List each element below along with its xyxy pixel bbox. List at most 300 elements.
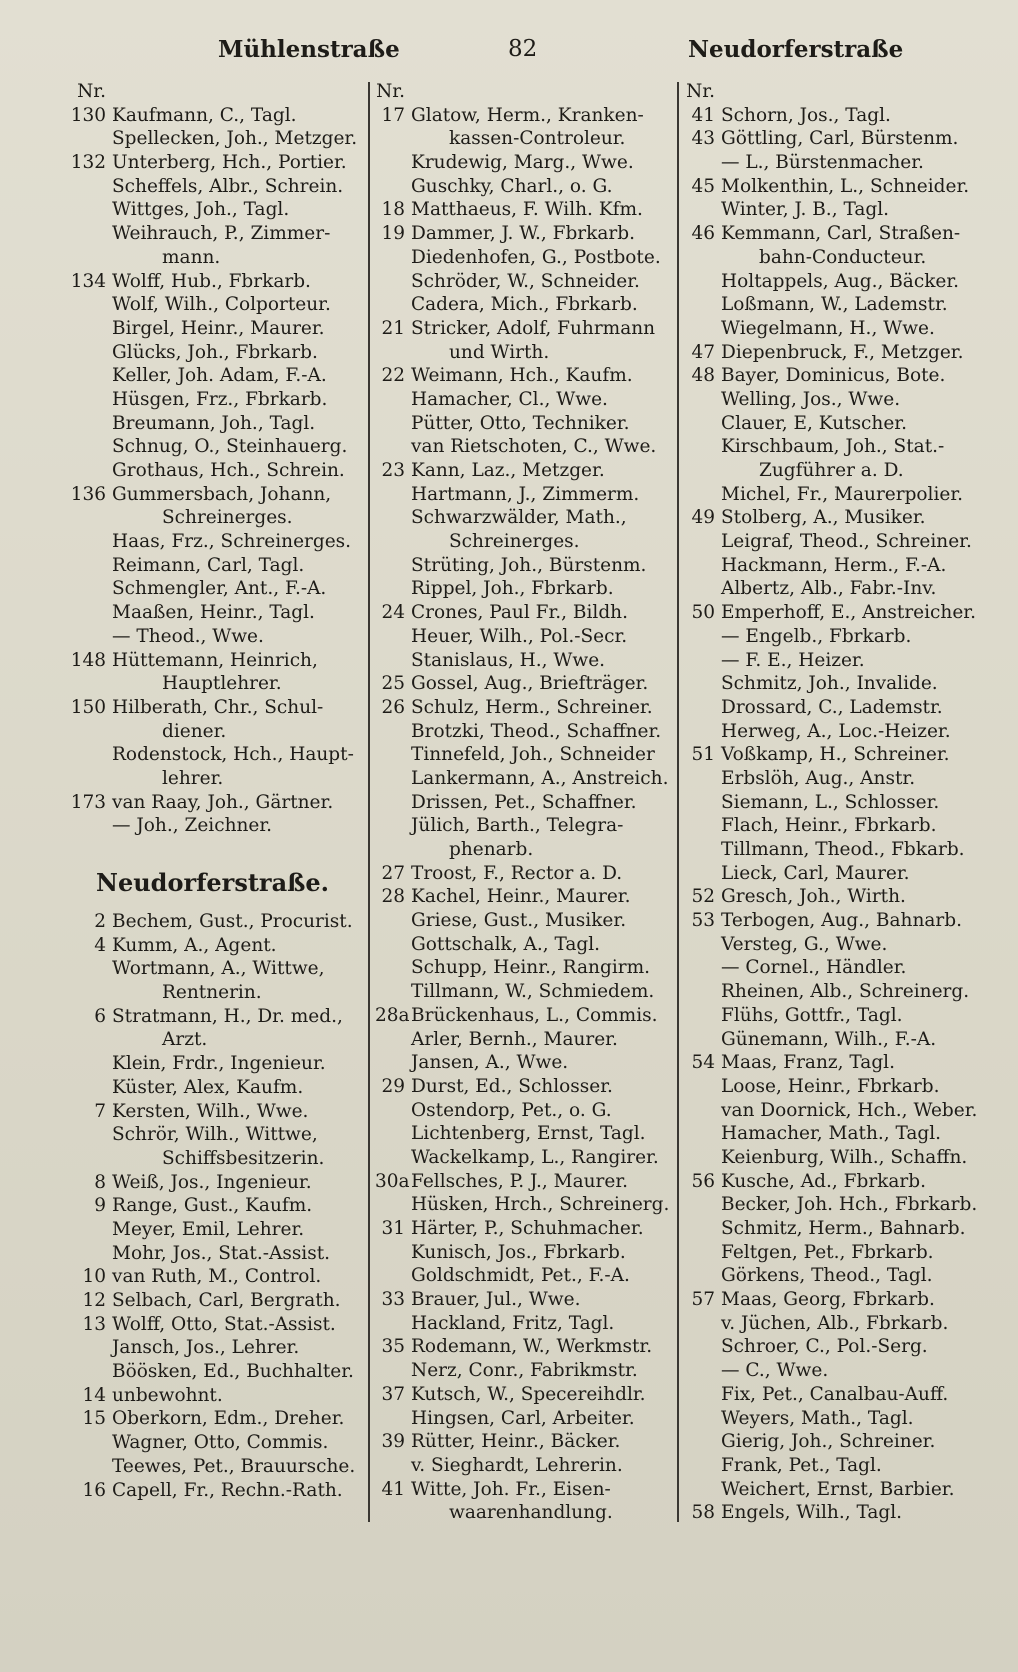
directory-entry (60, 577, 365, 601)
resident-text: und Wirth. (449, 341, 550, 363)
house-number: 41 (691, 104, 715, 126)
directory-entry (375, 814, 672, 838)
directory-entry (60, 957, 365, 981)
directory-entry (375, 1217, 672, 1241)
resident-text: Hamacher, Cl., Wwe. (411, 388, 608, 410)
resident-text: Hüsgen, Frz., Fbrkarb. (112, 388, 328, 410)
resident-text: van Rietschoten, C., Wwe. (411, 436, 657, 458)
house-number: 30a (375, 1170, 410, 1192)
house-number: 132 (70, 152, 106, 174)
house-number: 7 (94, 1100, 106, 1122)
resident-text: Selbach, Carl, Bergrath. (112, 1290, 341, 1311)
directory-entry (685, 1075, 985, 1099)
directory-entry (60, 1455, 365, 1479)
directory-entry (375, 1146, 672, 1170)
house-number: 150 (70, 696, 106, 718)
directory-entry (685, 1430, 985, 1454)
house-number: 18 (381, 199, 405, 221)
resident-text: Mohr, Jos., Stat.-Assist. (112, 1242, 331, 1264)
house-number: 46 (691, 223, 715, 245)
directory-entry (60, 246, 365, 270)
directory-entry (60, 554, 365, 578)
house-number: 19 (381, 223, 405, 245)
resident-text: Guschky, Charl., o. G. (411, 175, 613, 197)
resident-text: Emperhoff, E., Anstreicher. (721, 602, 976, 624)
directory-entry (685, 1217, 985, 1241)
directory-entry (685, 720, 985, 744)
resident-text: Wiegelmann, H., Wwe. (721, 317, 935, 339)
resident-text: Albertz, Alb., Fabr.-Inv. (721, 578, 937, 600)
house-number: 45 (691, 175, 715, 197)
page-header (0, 36, 1018, 76)
resident-text: Reimann, Carl, Tagl. (112, 554, 305, 576)
house-number: Nr. (376, 81, 405, 102)
directory-entry (685, 838, 985, 862)
resident-text: Matthaeus, F. Wilh. Kfm. (411, 199, 643, 221)
resident-text: Fellsches, P. J., Maurer. (411, 1170, 629, 1192)
directory-entry (685, 1359, 985, 1383)
directory-entry (60, 1123, 365, 1147)
directory-entry (685, 483, 985, 507)
directory-entry (375, 791, 672, 815)
resident-text: Kunisch, Jos., Fbrkarb. (411, 1241, 626, 1263)
directory-entry (685, 1454, 985, 1478)
directory-entry (685, 175, 985, 199)
resident-text: Troost, F., Rector a. D. (411, 862, 623, 884)
resident-text: Teewes, Pet., Brauursche. (112, 1455, 356, 1477)
directory-entry (375, 1430, 672, 1454)
house-number: 134 (70, 270, 106, 292)
resident-text: phenarb. (449, 839, 534, 860)
resident-text: Schreinerges. (449, 531, 580, 553)
resident-text: Gummersbach, Johann, (112, 483, 332, 505)
directory-entry (60, 459, 365, 483)
resident-text: Erbslöh, Aug., Anstr. (721, 767, 916, 789)
directory-entry (60, 1384, 365, 1408)
resident-text: bahn-Conducteur. (759, 246, 927, 268)
resident-text: Goldschmidt, Pet., F.-A. (411, 1265, 630, 1287)
resident-text: Schröder, W., Schneider. (411, 270, 640, 292)
house-number: 25 (381, 673, 405, 695)
entry-list (375, 80, 672, 1525)
directory-entry (375, 412, 672, 436)
directory-entry (375, 530, 672, 554)
resident-text: Hamacher, Math., Tagl. (721, 1123, 942, 1145)
house-number: 54 (691, 1052, 715, 1074)
house-number: 2 (94, 911, 106, 932)
resident-text: Stricker, Adolf, Fuhrmann (411, 317, 656, 339)
house-number: 35 (381, 1336, 405, 1358)
house-number: 136 (70, 483, 106, 505)
directory-entry (60, 1005, 365, 1029)
directory-entry (60, 104, 365, 128)
directory-entry (685, 743, 985, 767)
directory-entry (375, 80, 672, 104)
house-number: 6 (94, 1005, 106, 1027)
resident-text: Stratmann, H., Dr. med., (112, 1005, 343, 1027)
column-1 (60, 80, 365, 1502)
resident-text: Göttling, Carl, Bürstenm. (721, 128, 959, 150)
resident-text: Hackland, Fritz, Tagl. (411, 1312, 615, 1334)
directory-entry (375, 104, 672, 128)
directory-entry (375, 577, 672, 601)
house-number: Nr. (77, 81, 106, 102)
house-number: 53 (691, 910, 715, 932)
resident-text: Lichtenberg, Ernst, Tagl. (411, 1123, 646, 1145)
directory-entry (60, 1028, 365, 1052)
directory-entry (375, 1501, 672, 1525)
directory-entry (60, 743, 365, 767)
directory-entry (375, 1359, 672, 1383)
directory-entry (375, 696, 672, 720)
directory-entry (375, 554, 672, 578)
directory-entry (60, 910, 365, 934)
directory-entry (60, 649, 365, 673)
resident-text: Fix, Pet., Canalbau-Auff. (721, 1383, 949, 1405)
resident-text: Winter, J. B., Tagl. (721, 199, 890, 221)
resident-text: Wolf, Wilh., Colporteur. (112, 294, 331, 316)
directory-entry (375, 767, 672, 791)
resident-text: Schmitz, Joh., Invalide. (721, 673, 938, 695)
resident-text: Zugführer a. D. (759, 460, 904, 481)
house-number: 39 (381, 1431, 405, 1453)
page-number: 82 (508, 36, 538, 62)
directory-entry (685, 1051, 985, 1075)
resident-text: Strüting, Joh., Bürstenm. (411, 554, 647, 576)
directory-entry (685, 459, 985, 483)
resident-text: Hüsken, Hrch., Schreinerg. (411, 1194, 670, 1216)
resident-text: Nerz, Conr., Fabrikmstr. (411, 1360, 638, 1382)
resident-text: Herweg, A., Loc.-Heizer. (721, 720, 951, 742)
house-number: 47 (691, 341, 715, 363)
directory-entry (685, 412, 985, 436)
directory-entry (375, 317, 672, 341)
resident-text: Günemann, Wilh., F.-A. (721, 1028, 937, 1050)
directory-entry (685, 980, 985, 1004)
resident-text: Jansen, A., Wwe. (411, 1052, 569, 1074)
resident-text: Grothaus, Hch., Schrein. (112, 460, 345, 481)
house-number: 51 (691, 744, 715, 766)
resident-text: Oberkorn, Edm., Dreher. (112, 1408, 345, 1430)
resident-text: waarenhandlung. (449, 1502, 613, 1524)
directory-entry (685, 1122, 985, 1146)
resident-text: Gierig, Joh., Schreiner. (721, 1431, 936, 1453)
directory-entry (685, 696, 985, 720)
resident-text: Kirschbaum, Joh., Stat.- (721, 436, 945, 458)
resident-text: Lankermann, A., Anstreich. (411, 767, 669, 789)
directory-entry (60, 270, 365, 294)
resident-text: Rodenstock, Hch., Haupt- (112, 744, 354, 766)
resident-text: Tillmann, W., Schmiedem. (411, 981, 655, 1003)
resident-text: Schrör, Wilh., Wittwe, (112, 1124, 318, 1146)
directory-entry (375, 1407, 672, 1431)
resident-text: Kachel, Heinr., Maurer. (411, 886, 631, 908)
resident-text: Kaufmann, C., Tagl. (112, 104, 297, 126)
resident-text: Flach, Heinr., Fbrkarb. (721, 815, 937, 837)
resident-text: Arzt. (162, 1029, 208, 1051)
resident-text: Kann, Laz., Metzger. (411, 460, 605, 481)
resident-text: Gresch, Joh., Wirth. (721, 886, 906, 908)
resident-text: — F. E., Heizer. (721, 649, 865, 671)
resident-text: Weimann, Hch., Kaufm. (411, 365, 633, 387)
directory-entry (60, 435, 365, 459)
house-number: 58 (691, 1502, 715, 1524)
directory-entry (375, 1454, 672, 1478)
resident-text: diener. (162, 720, 227, 742)
resident-text: Schorn, Jos., Tagl. (721, 104, 891, 126)
directory-entry (375, 1335, 672, 1359)
resident-text: Tinnefeld, Joh., Schneider (411, 744, 655, 766)
resident-text: Welling, Jos., Wwe. (721, 388, 901, 410)
directory-entry (685, 767, 985, 791)
directory-entry (375, 933, 672, 957)
resident-text: — C., Wwe. (721, 1360, 829, 1382)
directory-entry (375, 1004, 672, 1028)
resident-text: — Engelb., Fbrkarb. (721, 625, 912, 647)
directory-entry (60, 1336, 365, 1360)
resident-text: Wolff, Otto, Stat.-Assist. (112, 1313, 336, 1335)
resident-text: Unterberg, Hch., Portier. (112, 152, 347, 174)
directory-entry (60, 1218, 365, 1242)
section-title: Neudorferstraße. (96, 868, 329, 897)
resident-text: Michel, Fr., Maurerpolier. (721, 483, 964, 505)
resident-text: — Joh., Zeichner. (112, 815, 273, 837)
directory-entry (60, 696, 365, 720)
resident-text: Frank, Pet., Tagl. (721, 1454, 882, 1476)
resident-text: Engels, Wilh., Tagl. (721, 1502, 903, 1524)
resident-text: Hartmann, J., Zimmerm. (411, 483, 640, 505)
directory-entry (685, 1028, 985, 1052)
resident-text: Maas, Georg, Fbrkarb. (721, 1289, 935, 1311)
house-number: 29 (381, 1075, 405, 1097)
resident-text: Drossard, C., Lademstr. (721, 696, 943, 718)
resident-text: Weihrauch, P., Zimmer- (112, 223, 331, 245)
directory-entry (375, 862, 672, 886)
resident-text: Schroer, C., Pol.-Serg. (721, 1336, 928, 1358)
resident-text: Wackelkamp, L., Rangirer. (411, 1146, 659, 1168)
house-number: 9 (94, 1195, 106, 1217)
resident-text: Maaßen, Heinr., Tagl. (112, 602, 315, 624)
resident-text: Glatow, Herm., Kranken- (411, 104, 644, 126)
house-number: 28a (375, 1004, 410, 1026)
directory-entry (685, 1146, 985, 1170)
resident-text: — Cornel., Händler. (721, 957, 907, 979)
resident-text: Schulz, Herm., Schreiner. (411, 696, 653, 718)
directory-entry (685, 577, 985, 601)
resident-text: Hingsen, Carl, Arbeiter. (411, 1407, 635, 1429)
resident-text: Böösken, Ed., Buchhalter. (112, 1361, 354, 1383)
column-divider (368, 82, 370, 1522)
directory-entry (60, 1313, 365, 1337)
house-number: 33 (381, 1289, 405, 1311)
resident-text: Schupp, Heinr., Rangirm. (411, 957, 651, 979)
resident-text: Gottschalk, A., Tagl. (411, 933, 601, 955)
directory-entry (375, 1241, 672, 1265)
directory-entry (375, 1383, 672, 1407)
directory-entry (60, 601, 365, 625)
resident-text: Glücks, Joh., Fbrkarb. (112, 341, 318, 363)
directory-entry (685, 1501, 985, 1525)
resident-text: Kemmann, Carl, Straßen- (721, 223, 961, 245)
directory-entry (375, 222, 672, 246)
house-number: 24 (381, 602, 405, 624)
directory-entry (685, 1288, 985, 1312)
resident-text: Cadera, Mich., Fbrkarb. (411, 294, 638, 316)
directory-entry (685, 791, 985, 815)
directory-entry (60, 1360, 365, 1384)
resident-text: Härter, P., Schuhmacher. (411, 1218, 644, 1239)
resident-text: van Ruth, M., Control. (112, 1266, 322, 1288)
directory-entry (60, 1171, 365, 1195)
resident-text: Klein, Frdr., Ingenieur. (112, 1053, 326, 1075)
resident-text: Heuer, Wilh., Pol.-Secr. (411, 625, 628, 647)
column-2 (375, 80, 672, 1525)
resident-text: Görkens, Theod., Tagl. (721, 1265, 933, 1287)
resident-text: Kusche, Ad., Fbrkarb. (721, 1170, 926, 1192)
directory-entry (685, 1004, 985, 1028)
house-number: 130 (70, 104, 106, 126)
directory-entry (60, 80, 365, 104)
resident-text: v. Jüchen, Alb., Fbrkarb. (721, 1312, 949, 1334)
resident-text: Hauptlehrer. (162, 673, 282, 695)
resident-text: Clauer, E, Kutscher. (721, 412, 907, 434)
house-number: 16 (82, 1479, 106, 1501)
house-number: 49 (691, 507, 715, 529)
resident-text: Rentnerin. (162, 982, 262, 1004)
directory-entry (685, 104, 985, 128)
resident-text: Küster, Alex, Kaufm. (112, 1076, 304, 1098)
resident-text: Gossel, Aug., Briefträger. (411, 673, 649, 695)
directory-entry (375, 838, 672, 862)
resident-text: Schmitz, Herm., Bahnarb. (721, 1218, 966, 1239)
directory-entry (375, 1312, 672, 1336)
header-right-street: Neudorferstraße (688, 36, 904, 63)
resident-text: Diepenbruck, F., Metzger. (721, 341, 964, 363)
directory-entry (60, 151, 365, 175)
resident-text: Schwarzwälder, Math., (411, 507, 627, 529)
resident-text: unbewohnt. (112, 1384, 223, 1406)
resident-text: Pütter, Otto, Techniker. (411, 412, 630, 434)
directory-entry (60, 791, 365, 815)
house-number: 52 (691, 886, 715, 908)
directory-entry (685, 1264, 985, 1288)
directory-entry (375, 151, 672, 175)
directory-entry (685, 506, 985, 530)
directory-entry (685, 388, 985, 412)
directory-entry (685, 246, 985, 270)
resident-text: van Doornick, Hch., Weber. (721, 1099, 978, 1121)
directory-entry (685, 601, 985, 625)
resident-text: Bayer, Dominicus, Bote. (721, 365, 946, 387)
directory-entry (375, 388, 672, 412)
house-number: 26 (381, 696, 405, 718)
resident-text: Flühs, Gottfr., Tagl. (721, 1004, 903, 1026)
directory-entry (60, 222, 365, 246)
directory-entry (60, 1242, 365, 1266)
directory-entry (685, 1407, 985, 1431)
resident-text: Crones, Paul Fr., Bildh. (411, 602, 628, 624)
resident-text: Witte, Joh. Fr., Eisen- (411, 1478, 611, 1500)
resident-text: Lieck, Carl, Maurer. (721, 862, 910, 884)
directory-entry (685, 80, 985, 104)
directory-entry (60, 934, 365, 958)
house-number: 57 (691, 1289, 715, 1311)
column-divider (677, 82, 679, 1522)
resident-text: v. Sieghardt, Lehrerin. (411, 1454, 623, 1476)
directory-entry (685, 885, 985, 909)
directory-entry (375, 198, 672, 222)
resident-text: Breumann, Joh., Tagl. (112, 412, 316, 434)
directory-entry (60, 814, 365, 838)
resident-text: Keller, Joh. Adam, F.-A. (112, 365, 327, 387)
directory-entry (685, 364, 985, 388)
directory-entry (375, 506, 672, 530)
resident-text: Voßkamp, H., Schreiner. (721, 744, 950, 766)
resident-text: Drissen, Pet., Schaffner. (411, 791, 637, 813)
directory-entry (375, 1170, 672, 1194)
resident-text: Range, Gust., Kaufm. (112, 1195, 313, 1217)
directory-entry (685, 1170, 985, 1194)
resident-text: Hilberath, Chr., Schul- (112, 696, 324, 718)
resident-text: Ostendorp, Pet., o. G. (411, 1099, 612, 1121)
directory-entry (375, 980, 672, 1004)
directory-entry (685, 341, 985, 365)
directory-entry (375, 743, 672, 767)
house-number: 23 (381, 460, 405, 481)
house-number: 22 (381, 365, 405, 387)
house-number: 12 (82, 1290, 106, 1311)
directory-entry (375, 1264, 672, 1288)
resident-text: Molkenthin, L., Schneider. (721, 175, 970, 197)
directory-entry (60, 1100, 365, 1124)
resident-text: Wittges, Joh., Tagl. (112, 199, 290, 221)
directory-entry (60, 981, 365, 1005)
directory-entry (60, 341, 365, 365)
directory-entry (60, 1194, 365, 1218)
directory-entry (685, 554, 985, 578)
resident-text: Jansch, Jos., Lehrer. (112, 1337, 300, 1359)
directory-entry (60, 175, 365, 199)
directory-entry (375, 127, 672, 151)
resident-text: Kersten, Wilh., Wwe. (112, 1100, 309, 1122)
house-number: 48 (691, 365, 715, 387)
directory-entry (685, 151, 985, 175)
directory-entry (375, 364, 672, 388)
directory-entry (375, 1075, 672, 1099)
directory-entry (60, 1479, 365, 1503)
directory-entry (685, 530, 985, 554)
directory-entry (60, 506, 365, 530)
directory-entry (375, 435, 672, 459)
resident-text: Terbogen, Aug., Bahnarb. (721, 910, 962, 932)
directory-entry (60, 1289, 365, 1313)
resident-text: Weichert, Ernst, Barbier. (721, 1478, 955, 1500)
directory-entry (375, 649, 672, 673)
entry-list-muehlenstrasse (60, 80, 365, 838)
house-number: 31 (381, 1218, 405, 1239)
column-3 (685, 80, 985, 1525)
resident-text: Diedenhofen, G., Postbote. (411, 246, 661, 268)
resident-text: Loose, Heinr., Fbrkarb. (721, 1075, 940, 1097)
directory-entry (685, 1193, 985, 1217)
resident-text: Dammer, J. W., Fbrkarb. (411, 223, 635, 245)
directory-entry (60, 1147, 365, 1171)
directory-entry (60, 767, 365, 791)
directory-entry (375, 246, 672, 270)
directory-entry (60, 1076, 365, 1100)
directory-entry (60, 483, 365, 507)
directory-entry (375, 601, 672, 625)
